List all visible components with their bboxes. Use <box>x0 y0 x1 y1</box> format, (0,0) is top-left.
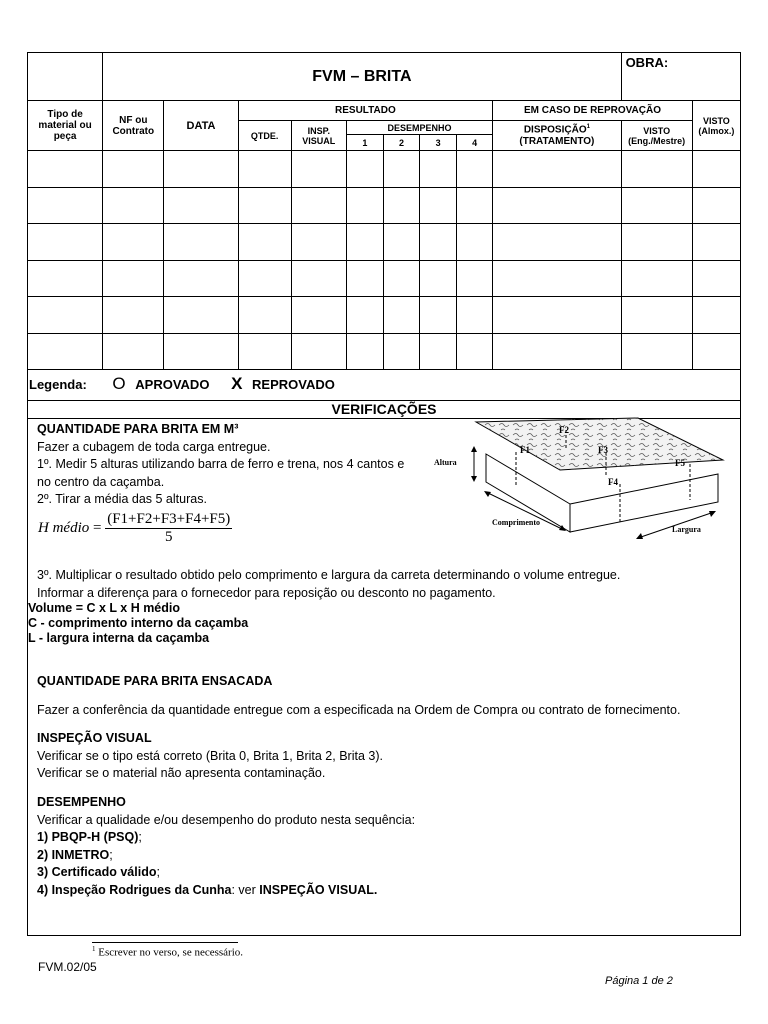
item-rest: ; <box>156 865 160 879</box>
formula-fraction <box>105 511 232 546</box>
table-cell[interactable] <box>346 333 383 370</box>
table-cell[interactable] <box>28 297 103 334</box>
table-cell[interactable] <box>346 260 383 297</box>
table-cell[interactable] <box>457 151 493 188</box>
table-cell[interactable] <box>493 297 621 334</box>
volume-definitions <box>28 601 248 646</box>
table-cell[interactable] <box>28 224 103 261</box>
table-cell[interactable] <box>383 224 419 261</box>
footnote-rule <box>92 942 238 943</box>
inspecao-section <box>37 730 737 783</box>
table-cell[interactable] <box>692 224 740 261</box>
table-cell[interactable] <box>291 187 346 224</box>
table-cell[interactable] <box>493 151 621 188</box>
table-cell[interactable] <box>457 333 493 370</box>
table-cell[interactable] <box>420 187 457 224</box>
table-cell[interactable] <box>291 297 346 334</box>
table-row <box>28 333 741 370</box>
table-cell[interactable] <box>493 333 621 370</box>
table-cell[interactable] <box>420 260 457 297</box>
table-cell[interactable] <box>291 224 346 261</box>
item-rest: ; <box>138 830 142 844</box>
table-cell[interactable] <box>238 297 291 334</box>
formula-denominator: 5 <box>164 529 173 545</box>
col-header-disposicao <box>493 121 621 151</box>
table-cell[interactable] <box>238 224 291 261</box>
table-cell[interactable] <box>383 187 419 224</box>
table-cell[interactable] <box>420 333 457 370</box>
label-largura: Largura <box>672 525 701 534</box>
footnote <box>92 945 243 959</box>
desempenho-section <box>37 794 737 899</box>
table-cell[interactable] <box>493 260 621 297</box>
table-cell[interactable] <box>383 151 419 188</box>
col-header-insp: INSP. VISUAL <box>291 121 346 151</box>
table-cell[interactable] <box>457 260 493 297</box>
section-title: VERIFICAÇÕES <box>331 401 437 417</box>
page-title: FVM – BRITA <box>312 67 412 85</box>
sequence-item <box>37 829 737 847</box>
instruction-line: no centro da caçamba. <box>37 474 165 489</box>
label-comprimento: Comprimento <box>492 518 540 527</box>
table-cell[interactable] <box>383 260 419 297</box>
formula-lhs: H médio <box>38 519 90 536</box>
desempenho-col-3: 3 <box>420 135 457 151</box>
item-bold: 2) INMETRO <box>37 847 110 862</box>
ensacada-heading: QUANTIDADE PARA BRITA ENSACADA <box>37 674 273 688</box>
table-cell[interactable] <box>692 187 740 224</box>
table-cell[interactable] <box>164 297 238 334</box>
obra-label: OBRA: <box>625 55 669 70</box>
visto-almox-sub: (Almox.) <box>698 125 735 136</box>
approved-text: APROVADO <box>135 377 210 392</box>
visto-eng-sub: (Eng./Mestre) <box>628 135 686 146</box>
sequence-item <box>37 847 737 865</box>
label-f4: F4 <box>608 477 618 487</box>
header-blank-cell <box>28 53 103 101</box>
page-number: Página 1 de 2 <box>605 975 673 987</box>
table-cell[interactable] <box>28 260 103 297</box>
inspecao-line: Verificar se o tipo está correto (Brita 0, Brita 1, Brita 2, Brita 3). <box>37 748 383 763</box>
table-cell[interactable] <box>420 224 457 261</box>
visto-almox-label: VISTO <box>702 115 730 126</box>
label-f1: F1 <box>520 445 530 455</box>
table-row <box>28 187 741 224</box>
desempenho-col-2: 2 <box>383 135 419 151</box>
table-row <box>28 224 741 261</box>
arrow-head <box>636 533 643 539</box>
desempenho-heading: DESEMPENHO <box>37 795 126 809</box>
item-bold: 3) Certificado válido <box>37 865 157 879</box>
table-cell[interactable] <box>692 151 740 188</box>
group-header-reprovacao: EM CASO DE REPROVAÇÃO <box>493 101 693 121</box>
sequence-item <box>37 864 737 882</box>
bed-side-face <box>570 474 718 532</box>
approved-symbol: O <box>112 374 126 393</box>
desempenho-col-4: 4 <box>457 135 493 151</box>
instruction-line: Fazer a cubagem de toda carga entregue. <box>37 439 271 454</box>
item-bold: 1) PBQP-H (PSQ) <box>37 830 139 844</box>
table-cell[interactable] <box>420 151 457 188</box>
arrow-head <box>709 511 716 517</box>
table-cell[interactable] <box>457 297 493 334</box>
table-cell[interactable] <box>692 297 740 334</box>
table-cell[interactable] <box>346 297 383 334</box>
table-cell[interactable] <box>621 151 692 188</box>
table-cell[interactable] <box>621 333 692 370</box>
table-cell[interactable] <box>621 187 692 224</box>
table-cell[interactable] <box>103 260 164 297</box>
form-code: FVM.02/05 <box>38 960 97 974</box>
group-header-desempenho: DESEMPENHO <box>346 121 492 135</box>
table-cell[interactable] <box>692 260 740 297</box>
desempenho-line: Verificar a qualidade e/ou desempenho do produto nesta sequência: <box>37 812 416 827</box>
table-cell[interactable] <box>291 151 346 188</box>
table-cell[interactable] <box>103 333 164 370</box>
table-cell[interactable] <box>346 224 383 261</box>
table-cell[interactable] <box>238 333 291 370</box>
table-cell[interactable] <box>621 260 692 297</box>
table-cell[interactable] <box>164 151 238 188</box>
rejected-text: REPROVADO <box>252 377 335 392</box>
label-f5: F5 <box>675 458 685 468</box>
instruction-line: 2º. Tirar a média das 5 alturas. <box>37 492 207 506</box>
col-header-nf: NF ou Contrato <box>103 101 164 151</box>
table-cell[interactable] <box>238 187 291 224</box>
desempenho-col-1: 1 <box>346 135 383 151</box>
table-cell[interactable] <box>457 224 493 261</box>
table-cell[interactable] <box>692 333 740 370</box>
instruction-line: Informar a diferença para o fornecedor para reposição ou desconto no pagamento. <box>37 585 496 600</box>
inspection-table <box>27 52 741 370</box>
ensacada-text: Fazer a conferência da quantidade entregue com a especificada na Ordem de Compra ou contrato de fornecimento. <box>37 703 681 717</box>
col-header-tipo: Tipo de material ou peça <box>28 101 103 151</box>
arrow-head <box>471 446 477 452</box>
table-row <box>28 151 741 188</box>
table-cell[interactable] <box>28 333 103 370</box>
truck-bed-diagram <box>428 412 728 542</box>
legend <box>29 374 335 394</box>
item-mid: : ver <box>231 882 260 897</box>
table-row <box>28 260 741 297</box>
tratamento-label: (TRATAMENTO) <box>519 135 595 147</box>
table-cell[interactable] <box>493 224 621 261</box>
col-header-visto-eng <box>621 121 692 151</box>
label-altura: Altura <box>434 458 457 467</box>
footnote-ref: 1 <box>586 124 590 131</box>
inspecao-heading: INSPEÇÃO VISUAL <box>37 731 152 745</box>
table-cell[interactable] <box>383 297 419 334</box>
table-cell[interactable] <box>28 187 103 224</box>
table-cell[interactable] <box>383 333 419 370</box>
table-cell[interactable] <box>103 187 164 224</box>
table-cell[interactable] <box>164 260 238 297</box>
table-cell[interactable] <box>493 187 621 224</box>
label-f2: F2 <box>559 425 569 435</box>
brita-m3-section <box>37 421 427 509</box>
table-cell[interactable] <box>346 187 383 224</box>
table-cell[interactable] <box>621 297 692 334</box>
col-header-data: DATA <box>164 101 238 151</box>
legend-label: Legenda: <box>29 377 87 392</box>
instruction-line: 3º. Multiplicar o resultado obtido pelo comprimento e largura da carreta determinando o volume entregue. <box>37 568 621 582</box>
footnote-text: Escrever no verso, se necessário. <box>98 946 244 959</box>
table-cell[interactable] <box>164 187 238 224</box>
table-cell[interactable] <box>164 224 238 261</box>
formula-numerator: (F1+F2+F3+F4+F5) <box>107 511 231 527</box>
sequence-item <box>37 882 737 900</box>
title-cell <box>103 53 621 101</box>
table-cell[interactable] <box>291 333 346 370</box>
label-f3: F3 <box>598 445 608 455</box>
inspecao-line: Verificar se o material não apresenta contaminação. <box>37 766 326 780</box>
visto-eng-label: VISTO <box>643 125 671 136</box>
rejected-symbol: X <box>231 374 243 393</box>
table-cell[interactable] <box>238 260 291 297</box>
table-cell[interactable] <box>164 333 238 370</box>
l-definition: L - largura interna da caçamba <box>28 631 210 645</box>
item-rest: ; <box>109 847 113 862</box>
table-cell[interactable] <box>103 151 164 188</box>
qty-m3-heading: QUANTIDADE PARA BRITA EM M³ <box>37 422 239 436</box>
table-cell[interactable] <box>420 297 457 334</box>
item-end: INSPEÇÃO VISUAL. <box>259 882 378 897</box>
gravel-texture <box>476 418 723 470</box>
table-cell[interactable] <box>103 297 164 334</box>
col-header-qtde: QTDE. <box>238 121 291 151</box>
table-row <box>28 297 741 334</box>
formula <box>38 511 232 546</box>
formula-eq: = <box>93 519 102 536</box>
footnote-number: 1 <box>92 945 96 953</box>
disposicao-label: DISPOSIÇÃO <box>523 124 587 136</box>
instructions-continued <box>37 567 737 602</box>
item-bold: 4) Inspeção Rodrigues da Cunha <box>37 882 232 897</box>
table-cell[interactable] <box>291 260 346 297</box>
col-header-visto-almox <box>692 101 740 151</box>
table-cell[interactable] <box>457 187 493 224</box>
obra-cell[interactable] <box>621 53 740 101</box>
table-cell[interactable] <box>28 151 103 188</box>
table-cell[interactable] <box>103 224 164 261</box>
instruction-line: 1º. Medir 5 alturas utilizando barra de ferro e trena, nos 4 cantos e <box>37 457 405 471</box>
table-cell[interactable] <box>238 151 291 188</box>
group-header-resultado: RESULTADO <box>238 101 493 121</box>
table-cell[interactable] <box>621 224 692 261</box>
volume-formula: Volume = C x L x H médio <box>28 601 181 615</box>
c-definition: C - comprimento interno da caçamba <box>28 616 249 630</box>
arrow-head <box>471 476 477 482</box>
table-cell[interactable] <box>346 151 383 188</box>
